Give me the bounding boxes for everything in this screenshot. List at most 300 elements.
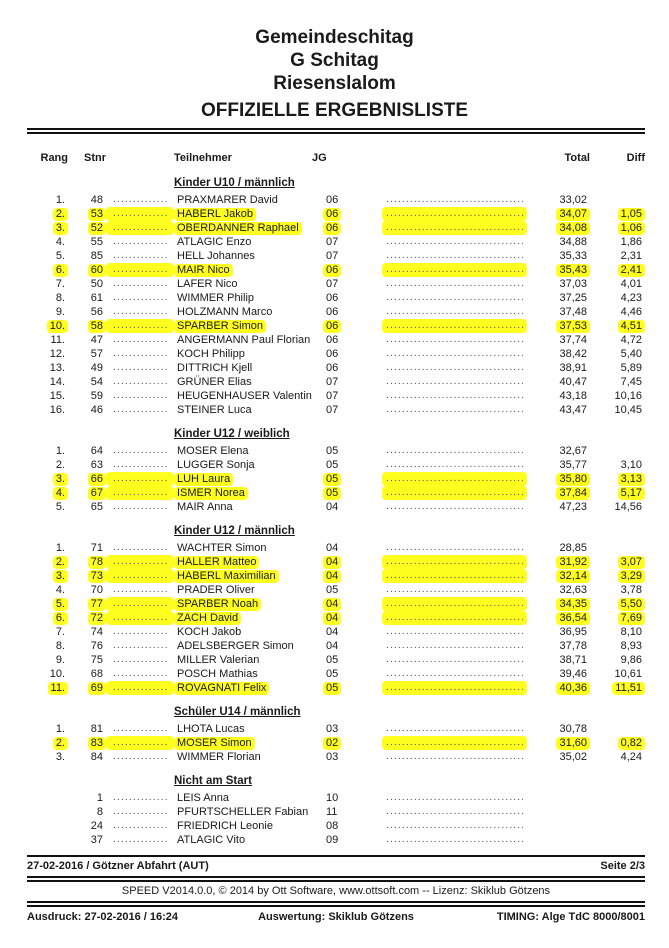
cell-name: ZACH David [174,611,320,625]
cell-diff: 7,69 [590,611,645,625]
header-divider [27,128,645,134]
cell-rank [27,819,68,833]
cell-total: 34,07 [527,207,590,221]
table-row [0,791,669,805]
cell-bib: 68 [90,668,103,680]
cell-rank: 1. [55,723,65,735]
cell-yob: 07 [326,376,339,388]
footer-page-number: Seite 2/3 [600,860,645,872]
footer-software-line: SPEED V2014.0.0, © 2014 by Ott Software, www.ottsoft.com -- Lizenz: Skiklub Götzens [121,885,551,897]
cell-yob: 06 [326,194,339,206]
cell-bib: 73 [68,569,106,583]
leader-dots [382,361,527,375]
cell-bib: 55 [90,236,103,248]
leader-dots [382,639,527,653]
column-header-name: Teilnehmer [174,152,232,164]
cell-total: 40,47 [559,376,587,388]
cell-rank: 1. [55,542,65,554]
cell-yob: 04 [326,626,339,638]
cell-rank: 3. [27,221,68,235]
table-row [0,653,669,667]
cell-bib: 63 [90,459,103,471]
cell-yob: 06 [326,362,339,374]
leader-dots [382,791,527,805]
table-row [0,541,669,555]
cell-rank: 3. [27,569,68,583]
cell-diff: 10,45 [614,404,642,416]
table-row [0,833,669,847]
table-row [0,458,669,472]
cell-name: LAFER Nico [177,278,238,290]
table-row [0,389,669,403]
table-row [0,722,669,736]
cell-yob: 05 [326,459,339,471]
leader-dots [382,583,527,597]
column-header-rank: Rang [40,152,68,164]
cell-diff: 3,29 [590,569,645,583]
cell-name: WIMMER Philip [177,292,255,304]
leader-dots [382,667,527,681]
cell-rank: 5. [55,250,65,262]
cell-name: LHOTA Lucas [177,723,245,735]
cell-yob: 11 [326,806,338,818]
cell-total [527,791,590,805]
section-title: Kinder U10 / männlich [174,177,295,189]
cell-bib: 65 [90,501,103,513]
cell-rank: 10. [49,668,65,680]
cell-yob: 04 [320,611,382,625]
leader-dots [106,805,174,819]
cell-diff: 1,05 [590,207,645,221]
leader-dots [382,193,527,207]
cell-diff: 5,89 [620,362,642,374]
leader-dots [106,597,174,611]
cell-bib: 84 [90,751,103,763]
cell-diff: 0,82 [590,736,645,750]
cell-rank: 3. [27,472,68,486]
cell-yob: 05 [320,472,382,486]
table-row [0,193,669,207]
cell-diff: 10,16 [614,390,642,402]
leader-dots [106,833,174,847]
leader-dots [106,555,174,569]
column-header-bib: Stnr [84,152,106,164]
result-section [0,176,669,417]
table-row [0,249,669,263]
leader-dots [382,458,527,472]
cell-total: 37,84 [527,486,590,500]
cell-bib: 58 [68,319,106,333]
cell-yob: 07 [326,404,339,416]
leader-dots [106,541,174,555]
leader-dots [106,277,174,291]
cell-bib: 71 [90,542,103,554]
table-row [0,375,669,389]
cell-yob: 06 [320,263,382,277]
cell-total: 34,88 [559,236,587,248]
table-row [0,472,669,486]
document-header [0,0,669,122]
cell-rank: 11. [27,681,68,695]
leader-dots [106,193,174,207]
leader-dots [382,722,527,736]
column-header-row [0,151,669,166]
table-row [0,597,669,611]
event-title-line-1: Gemeindeschitag [255,27,414,48]
cell-diff: 2,41 [590,263,645,277]
cell-diff: 5,17 [590,486,645,500]
leader-dots [382,305,527,319]
leader-dots [382,207,527,221]
cell-bib: 48 [90,194,103,206]
cell-diff [590,722,645,736]
cell-diff [590,541,645,555]
cell-yob: 04 [320,569,382,583]
cell-yob: 10 [326,792,339,804]
cell-total: 47,23 [559,501,587,513]
cell-total: 35,77 [559,459,587,471]
leader-dots [382,819,527,833]
cell-yob: 04 [326,542,339,554]
cell-name: FRIEDRICH Leonie [177,820,273,832]
cell-name: ATLAGIC Vito [177,834,246,846]
cell-bib: 8 [96,806,103,818]
cell-diff: 4,72 [620,334,642,346]
section-title: Schüler U14 / männlich [174,706,301,718]
leader-dots [382,444,527,458]
result-section [0,774,669,847]
cell-yob: 05 [326,584,339,596]
leader-dots [106,569,174,583]
cell-total: 37,03 [559,278,587,290]
cell-total: 33,02 [559,194,587,206]
leader-dots [106,458,174,472]
leader-dots [106,472,174,486]
cell-name: LUH Laura [174,472,320,486]
cell-bib: 50 [90,278,103,290]
cell-rank: 14. [49,376,65,388]
leader-dots [106,736,174,750]
cell-diff: 1,06 [590,221,645,235]
leader-dots [106,263,174,277]
cell-rank: 7. [55,626,65,638]
cell-total: 37,78 [559,640,587,652]
cell-name: GRÜNER Elias [177,376,252,388]
result-section [0,705,669,764]
cell-name: KOCH Jakob [177,626,242,638]
leader-dots [382,736,527,750]
leader-dots [382,500,527,514]
cell-diff: 4,51 [590,319,645,333]
cell-diff [590,805,645,819]
cell-rank [27,791,68,805]
footer-timing: TIMING: Alge TdC 8000/8001 [496,911,645,923]
leader-dots [106,347,174,361]
leader-dots [382,221,527,235]
cell-bib: 46 [90,404,103,416]
cell-diff: 11,51 [590,681,645,695]
cell-rank: 9. [55,654,65,666]
footer-printed: Ausdruck: 27-02-2016 / 16:24 [27,911,179,923]
cell-rank: 9. [55,306,65,318]
result-section [0,524,669,695]
cell-diff: 5,40 [620,348,642,360]
column-header-diff: Diff [626,152,645,164]
cell-diff: 3,78 [620,584,642,596]
leader-dots [106,625,174,639]
cell-yob: 06 [320,207,382,221]
cell-name: ISMER Norea [174,486,320,500]
cell-total: 31,60 [527,736,590,750]
table-row [0,277,669,291]
cell-yob: 09 [326,834,339,846]
leader-dots [106,207,174,221]
cell-yob: 06 [320,221,382,235]
cell-diff: 8,93 [620,640,642,652]
leader-dots [106,235,174,249]
cell-name: ROVAGNATI Felix [174,681,320,695]
leader-dots [382,333,527,347]
leader-dots [106,653,174,667]
table-row [0,291,669,305]
cell-bib: 47 [90,334,103,346]
table-row [0,207,669,221]
cell-name: MAIR Nico [174,263,320,277]
cell-diff: 5,50 [590,597,645,611]
cell-yob: 07 [326,278,339,290]
cell-diff [590,791,645,805]
table-row [0,611,669,625]
leader-dots [106,819,174,833]
cell-diff: 8,10 [620,626,642,638]
cell-diff: 7,45 [620,376,642,388]
cell-bib: 57 [90,348,103,360]
table-row [0,583,669,597]
cell-name: HELL Johannes [177,250,255,262]
cell-rank [27,805,68,819]
cell-total: 37,74 [559,334,587,346]
cell-yob: 05 [326,654,339,666]
cell-total: 34,35 [527,597,590,611]
cell-name: PRAXMARER David [177,194,278,206]
table-row [0,361,669,375]
cell-rank: 13. [49,362,65,374]
leader-dots [382,486,527,500]
table-row [0,305,669,319]
page-footer [0,855,669,924]
leader-dots [106,333,174,347]
cell-yob: 05 [326,445,339,457]
cell-name: LUGGER Sonja [177,459,255,471]
leader-dots [106,639,174,653]
cell-total: 36,54 [527,611,590,625]
leader-dots [382,653,527,667]
leader-dots [382,625,527,639]
cell-yob: 03 [326,723,339,735]
cell-name: ANGERMANN Paul Florian [177,334,311,346]
cell-name: ATLAGIC Enzo [177,236,252,248]
cell-bib: 49 [90,362,103,374]
leader-dots [382,555,527,569]
leader-dots [106,444,174,458]
cell-rank: 16. [49,404,65,416]
table-row [0,347,669,361]
cell-name: HABERL Jakob [174,207,320,221]
cell-name: WIMMER Florian [177,751,261,763]
table-row [0,486,669,500]
cell-total: 35,33 [559,250,587,262]
leader-dots [382,263,527,277]
cell-name: HEUGENHAUSER Valentin [177,390,312,402]
cell-diff: 1,86 [620,236,642,248]
cell-bib: 59 [90,390,103,402]
cell-rank: 1. [55,445,65,457]
cell-rank: 4. [55,584,65,596]
leader-dots [106,361,174,375]
cell-bib: 66 [68,472,106,486]
cell-total [527,805,590,819]
cell-name: HOLZMANN Marco [177,306,273,318]
leader-dots [106,221,174,235]
table-row [0,444,669,458]
cell-diff: 3,10 [620,459,642,471]
cell-diff: 3,07 [590,555,645,569]
table-row [0,555,669,569]
leader-dots [106,500,174,514]
list-title: OFFIZIELLE ERGEBNISLISTE [200,100,469,121]
result-section [0,427,669,514]
leader-dots [106,249,174,263]
cell-bib: 85 [90,250,103,262]
cell-bib: 69 [68,681,106,695]
cell-bib: 54 [90,376,103,388]
cell-total: 28,85 [559,542,587,554]
table-row [0,500,669,514]
cell-bib: 75 [90,654,103,666]
cell-yob: 07 [326,236,339,248]
cell-bib: 77 [68,597,106,611]
cell-name: SPARBER Noah [174,597,320,611]
leader-dots [382,389,527,403]
cell-yob: 06 [320,319,382,333]
table-row [0,333,669,347]
column-header-yob: JG [312,152,327,164]
cell-bib: 24 [90,820,103,832]
cell-name: HABERL Maximilian [174,569,320,583]
cell-rank: 1. [55,194,65,206]
cell-name: MOSER Simon [174,736,320,750]
cell-yob: 04 [326,640,339,652]
leader-dots [382,375,527,389]
cell-diff: 4,23 [620,292,642,304]
cell-diff [590,444,645,458]
leader-dots [382,750,527,764]
cell-bib: 74 [90,626,103,638]
cell-name: PRADER Oliver [177,584,255,596]
leader-dots [382,597,527,611]
cell-bib: 81 [90,723,103,735]
cell-yob: 06 [326,348,339,360]
table-row [0,569,669,583]
table-row [0,221,669,235]
cell-rank: 8. [55,292,65,304]
cell-diff: 14,56 [614,501,642,513]
cell-rank [27,833,68,847]
leader-dots [106,486,174,500]
table-row [0,805,669,819]
cell-yob: 07 [326,250,339,262]
cell-diff: 10,61 [614,668,642,680]
cell-total: 31,92 [527,555,590,569]
column-header-total: Total [564,152,590,164]
cell-bib: 67 [68,486,106,500]
cell-name: MOSER Elena [177,445,249,457]
leader-dots [106,403,174,417]
table-row [0,403,669,417]
cell-diff: 4,01 [620,278,642,290]
cell-bib: 76 [90,640,103,652]
cell-total [527,833,590,847]
table-row [0,750,669,764]
cell-yob: 05 [320,486,382,500]
footer-event-line: 27-02-2016 / Götzner Abfahrt (AUT) [27,860,209,872]
cell-yob: 03 [326,751,339,763]
cell-bib: 70 [90,584,103,596]
cell-total: 38,42 [559,348,587,360]
event-title-line-2: G Schitag [290,50,379,71]
table-row [0,819,669,833]
cell-total: 37,48 [559,306,587,318]
cell-rank: 12. [49,348,65,360]
leader-dots [106,681,174,695]
leader-dots [106,722,174,736]
cell-total: 32,14 [527,569,590,583]
cell-rank: 6. [27,611,68,625]
section-title: Kinder U12 / männlich [174,525,295,537]
cell-rank: 7. [55,278,65,290]
cell-bib: 61 [90,292,103,304]
cell-rank: 15. [49,390,65,402]
cell-name: WACHTER Simon [177,542,267,554]
cell-total: 43,47 [559,404,587,416]
cell-diff: 9,86 [620,654,642,666]
leader-dots [106,291,174,305]
cell-total: 37,25 [559,292,587,304]
table-row [0,639,669,653]
cell-name: ADELSBERGER Simon [177,640,294,652]
cell-total [527,819,590,833]
leader-dots [382,347,527,361]
cell-yob: 07 [326,390,339,402]
leader-dots [106,305,174,319]
cell-name: KOCH Philipp [177,348,245,360]
cell-yob: 05 [320,681,382,695]
cell-bib: 78 [68,555,106,569]
cell-rank: 11. [50,334,65,346]
leader-dots [382,235,527,249]
cell-bib: 83 [68,736,106,750]
leader-dots [106,583,174,597]
cell-rank: 3. [55,751,65,763]
cell-rank: 5. [55,501,65,513]
cell-total: 32,67 [559,445,587,457]
leader-dots [106,319,174,333]
cell-bib: 37 [90,834,103,846]
leader-dots [382,277,527,291]
cell-total: 34,08 [527,221,590,235]
cell-yob: 04 [320,555,382,569]
table-row [0,625,669,639]
